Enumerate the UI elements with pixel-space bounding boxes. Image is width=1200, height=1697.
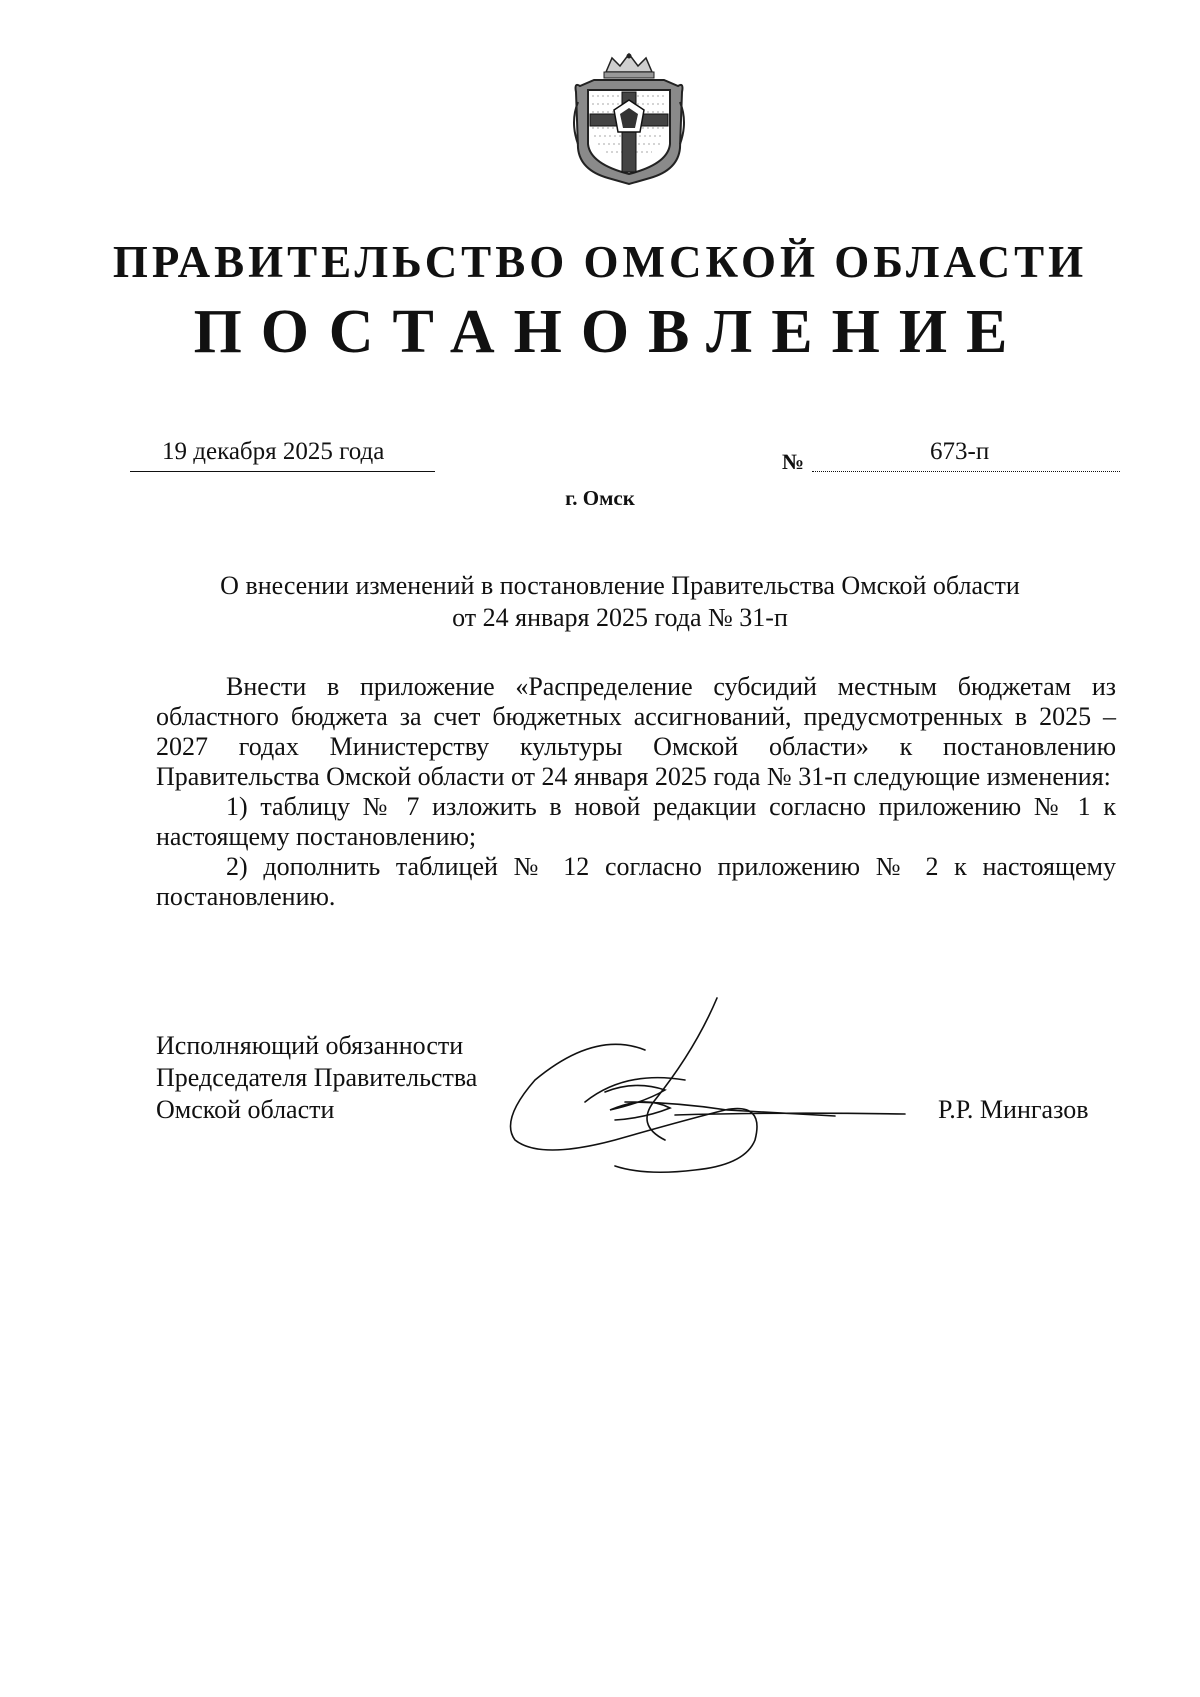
coat-of-arms-emblem bbox=[568, 52, 690, 188]
document-type-title: ПОСТАНОВЛЕНИЕ bbox=[193, 298, 1027, 366]
subject-line-2: от 24 января 2025 года № 31-п bbox=[452, 603, 788, 632]
document-body bbox=[156, 672, 1116, 912]
number-underline bbox=[812, 471, 1120, 472]
date-field bbox=[130, 436, 435, 472]
signer-name: Р.Р. Мингазов bbox=[938, 1095, 1089, 1124]
signer-title-line-2: Председателя Правительства bbox=[156, 1063, 478, 1092]
body-item-1: 1) таблицу № 7 изложить в новой редакции согласно приложению № 1 к настоящему постановлению; bbox=[156, 792, 1116, 851]
document-subject bbox=[160, 570, 1080, 634]
number-field bbox=[812, 436, 1120, 472]
document-date: 19 декабря 2025 года bbox=[162, 438, 385, 465]
government-title: ПРАВИТЕЛЬСТВО ОМСКОЙ ОБЛАСТИ bbox=[112, 237, 1088, 287]
signer-title-line-3: Омской области bbox=[156, 1095, 335, 1124]
date-underline bbox=[130, 471, 435, 472]
handwritten-signature bbox=[495, 990, 915, 1190]
subject-line-1: О внесении изменений в постановление Правительства Омской области bbox=[220, 571, 1020, 600]
document-number: 673-п bbox=[930, 438, 990, 465]
body-intro-paragraph: Внести в приложение «Распределение субсидий местным бюджетам из областного бюджета за счет бюджетных ассигнований, предусмотренных в 2025 – 2027 годах Министерству культуры Омской области» к постановлению Правительства Омской области от 24 января 2025 года № 31-п следующие изменения: bbox=[156, 672, 1116, 791]
signer-position bbox=[156, 1030, 477, 1126]
number-sign: № bbox=[782, 449, 805, 474]
signer-title-line-1: Исполняющий обязанности bbox=[156, 1031, 464, 1060]
city-label: г. Омск bbox=[565, 486, 635, 510]
body-item-2: 2) дополнить таблицей № 12 согласно приложению № 2 к настоящему постановлению. bbox=[156, 852, 1116, 911]
